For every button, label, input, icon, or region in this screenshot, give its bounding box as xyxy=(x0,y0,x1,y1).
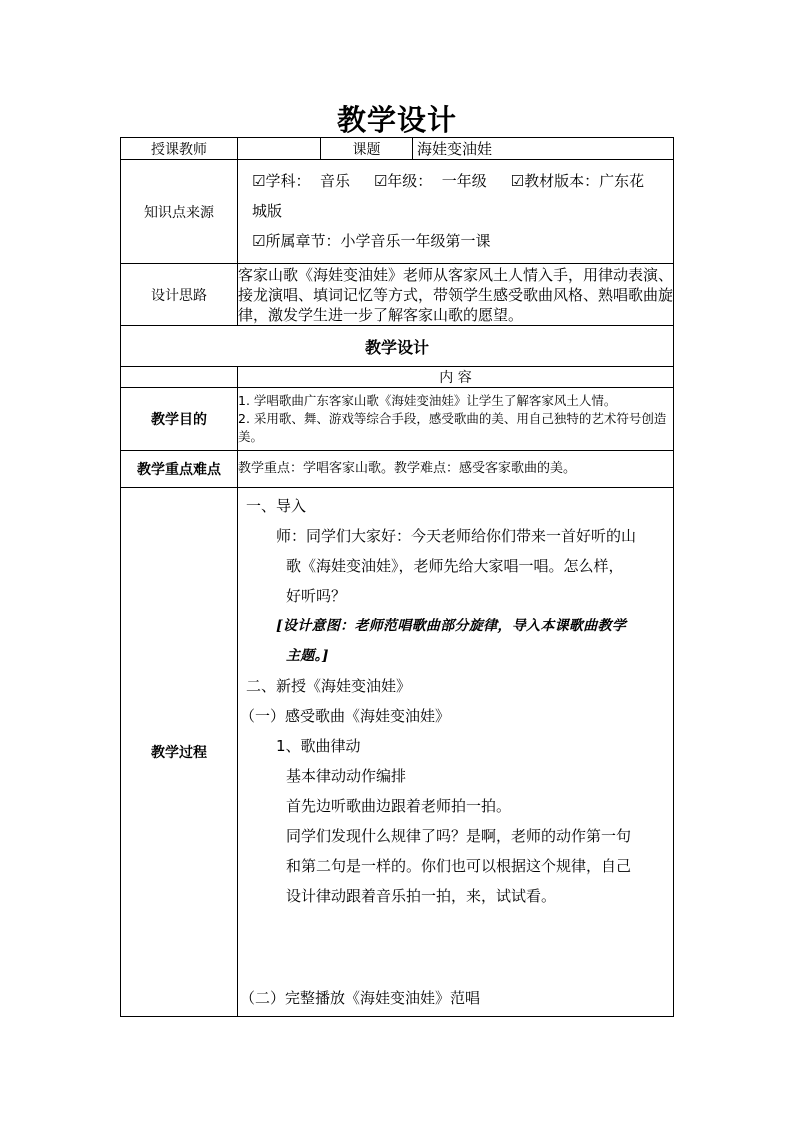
goal-1: 1. 学唱歌曲广东客家山歌《海娃变油娃》让学生了解客家风土人情。 xyxy=(238,393,617,408)
source-line-3: ☑所属章节：小学音乐一年级第一课 xyxy=(252,231,491,250)
goal-2: 2. 采用歌、舞、游戏等综合手段，感受歌曲的美、用自己独特的艺术符号创造美。 xyxy=(238,411,667,444)
process-line: （二）完整播放《海娃变油娃》范唱 xyxy=(240,989,481,1007)
process-line: 1、歌曲律动 xyxy=(276,737,361,755)
process-line: 同学们发现什么规律了吗？是啊，老师的动作第一句 xyxy=(286,827,632,845)
row-source xyxy=(121,160,674,264)
lesson-plan-table xyxy=(120,137,674,1017)
row-teacher xyxy=(121,138,674,160)
process-label: 教学过程 xyxy=(121,488,238,1017)
design-heading: 教学设计 xyxy=(121,326,674,367)
process-line: 设计律动跟着音乐拍一拍，来，试试看。 xyxy=(286,887,557,905)
row-content-header xyxy=(121,367,674,388)
page-title: 教学设计 xyxy=(336,103,457,137)
source-label: 知识点来源 xyxy=(121,160,238,264)
process-line: 师：同学们大家好：今天老师给你们带来一首好听的山 xyxy=(276,527,637,545)
content-header: 内 容 xyxy=(238,367,674,388)
row-goal xyxy=(121,388,674,451)
teacher-label: 授课教师 xyxy=(121,138,238,160)
design-intent-note: 主题。] xyxy=(286,648,329,664)
row-idea xyxy=(121,264,674,326)
teacher-value xyxy=(238,138,321,160)
idea-label: 设计思路 xyxy=(121,264,238,326)
process-line: 和第二句是一样的。你们也可以根据这个规律，自己 xyxy=(286,857,632,875)
source-line-1: ☑学科： 音乐 ☑年级： 一年级 ☑教材版本：广东花 xyxy=(252,171,645,190)
process-line: 歌《海娃变油娃》，老师先给大家唱一唱。怎么样， xyxy=(286,557,624,575)
key-label: 教学重点难点 xyxy=(121,451,238,488)
idea-text: 客家山歌《海娃变油娃》老师从客家风土人情入手，用律动表演、接龙演唱、填词记忆等方式，带领学生感受歌曲风格、熟唱歌曲旋律，激发学生进一步了解客家山歌的愿望。 xyxy=(238,265,674,324)
source-cell xyxy=(238,160,674,264)
goal-label: 教学目的 xyxy=(121,388,238,451)
row-key xyxy=(121,451,674,488)
goal-cell xyxy=(238,388,674,451)
key-text: 教学重点：学唱客家山歌。教学难点：感受客家歌曲的美。 xyxy=(238,451,674,488)
process-line: 基本律动动作编排 xyxy=(286,767,407,785)
process-line: 一、导入 xyxy=(246,497,307,515)
row-process xyxy=(121,488,674,1017)
process-line: 二、新授《海娃变油娃》 xyxy=(246,677,412,695)
process-line: 好听吗？ xyxy=(286,587,347,605)
row-design-heading xyxy=(121,326,674,367)
process-line: （一）感受歌曲《海娃变油娃》 xyxy=(240,707,451,725)
process-cell xyxy=(238,488,674,1017)
design-intent-note: [设计意图：老师范唱歌曲部分旋律，导入本课歌曲教学 xyxy=(276,618,627,634)
process-line: 首先边听歌曲边跟着老师拍一拍。 xyxy=(286,797,512,815)
source-line-2: 城版 xyxy=(252,201,283,220)
topic-value: 海娃变油娃 xyxy=(413,138,674,160)
topic-label: 课题 xyxy=(321,138,413,160)
